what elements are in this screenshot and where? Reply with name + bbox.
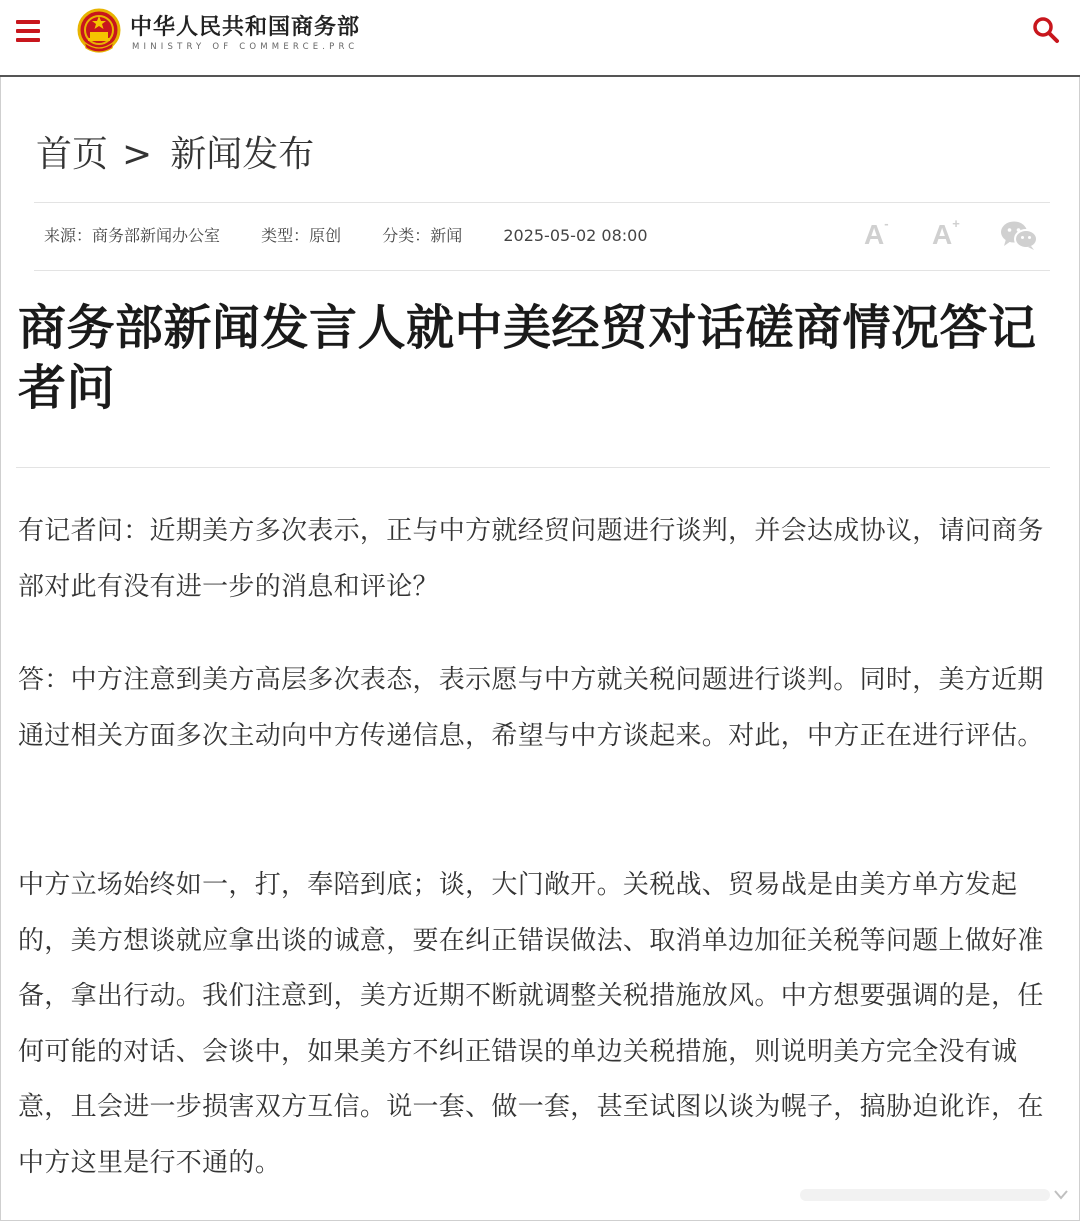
article-paragraph: 答：中方注意到美方高层多次表态，表示愿与中方就关税问题进行谈判。同时，美方近期通过相关方面多次主动向中方传递信息，希望与中方谈起来。对此，中方正在进行评估。: [18, 665, 1044, 751]
hamburger-menu-icon[interactable]: [16, 20, 40, 42]
meta-source: 来源：商务部新闻办公室: [44, 226, 221, 245]
meta-type: 类型：原创: [261, 226, 342, 245]
breadcrumb-separator: >: [122, 134, 153, 175]
article-paragraph: 有记者问：近期美方多次表示，正与中方就经贸问题进行谈判，并会达成协议，请问商务部对此有没有进一步的消息和评论？: [18, 516, 1044, 602]
meta-top-divider: [34, 202, 1050, 203]
breadcrumb-section-link[interactable]: 新闻发布: [170, 134, 315, 175]
top-bar: [0, 0, 1080, 77]
article-meta: [44, 223, 648, 246]
wechat-icon[interactable]: [1000, 220, 1038, 250]
breadcrumb-home-link[interactable]: 首页: [36, 134, 109, 175]
scroll-hint-icon: [800, 1185, 1070, 1205]
national-emblem-icon: [76, 8, 122, 56]
logo-english-name: MINISTRY OF COMMERCE.PRC: [132, 42, 359, 52]
title-divider: [16, 467, 1050, 468]
breadcrumb: [36, 126, 314, 177]
font-increase-button[interactable]: A+: [932, 215, 960, 250]
search-icon[interactable]: [1032, 16, 1060, 44]
font-decrease-button[interactable]: A-: [864, 215, 889, 250]
logo-chinese-name[interactable]: 中华人民共和国商务部: [130, 15, 361, 40]
article-title: 商务部新闻发言人就中美经贸对话磋商情况答记者问: [18, 300, 1037, 416]
meta-category: 分类：新闻: [382, 226, 463, 245]
meta-datetime: 2025-05-02 08:00: [503, 226, 648, 245]
meta-bottom-divider: [34, 270, 1050, 271]
article-paragraph: 中方立场始终如一，打，奉陪到底；谈，大门敞开。关税战、贸易战是由美方单方发起的，美方想谈就应拿出谈的诚意，要在纠正错误做法、取消单边加征关税等问题上做好准备，拿出行动。我们注意到，美方近期不断就调整关税措施放风。中方想要强调的是，任何可能的对话、会谈中，如果美方不纠正错误的单边关税措施，则说明美方完全没有诚意，且会进一步损害双方互信。说一套、做一套，甚至试图以谈为幌子，搞胁迫讹诈，在中方这里是行不通的。: [18, 870, 1044, 1178]
